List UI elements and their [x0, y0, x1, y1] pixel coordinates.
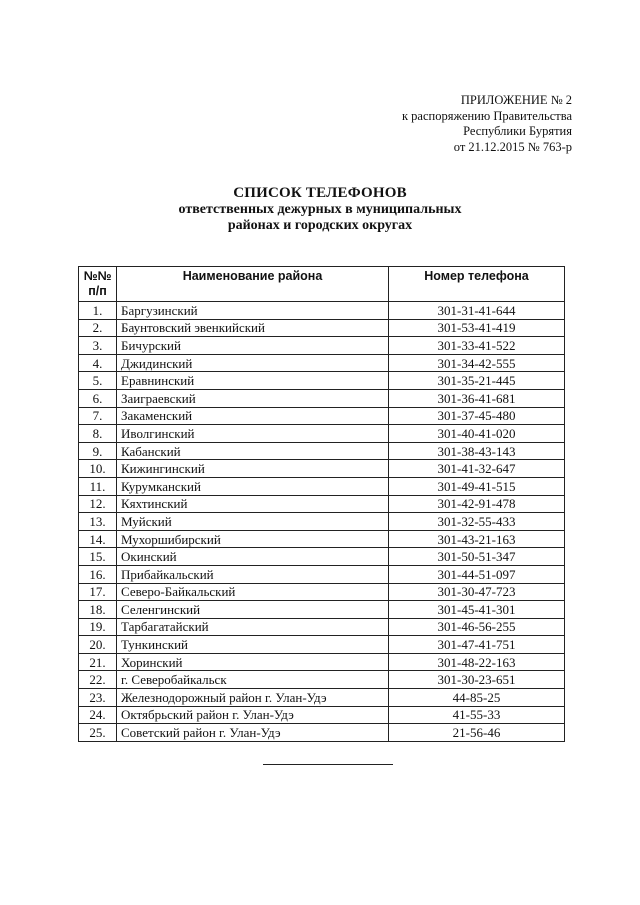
row-phone-number: 301-34-42-555 — [389, 354, 565, 372]
row-number: 2. — [79, 319, 117, 337]
row-phone-number: 301-35-21-445 — [389, 372, 565, 390]
row-number: 13. — [79, 513, 117, 531]
appendix-header — [402, 93, 572, 155]
row-number: 25. — [79, 724, 117, 742]
header-district-name: Наименование района — [117, 267, 389, 302]
table-row — [79, 460, 565, 478]
row-district-name: Окинский — [117, 548, 389, 566]
row-phone-number: 301-41-32-647 — [389, 460, 565, 478]
appendix-republic: Республики Бурятия — [463, 124, 572, 138]
row-district-name: Баунтовский эвенкийский — [117, 319, 389, 337]
row-phone-number: 301-50-51-347 — [389, 548, 565, 566]
table-header-row — [79, 267, 565, 302]
row-phone-number: 301-53-41-419 — [389, 319, 565, 337]
title-subtitle-line2: районах и городских округах — [227, 218, 413, 233]
table-row — [79, 495, 565, 513]
table-header — [79, 267, 565, 302]
table-row — [79, 601, 565, 619]
row-number: 21. — [79, 653, 117, 671]
row-district-name: Тарбагатайский — [117, 618, 389, 636]
table-body — [79, 302, 565, 742]
row-number: 22. — [79, 671, 117, 689]
table-row — [79, 689, 565, 707]
row-district-name: Железнодорожный район г. Улан-Удэ — [117, 689, 389, 707]
row-phone-number: 41-55-33 — [389, 706, 565, 724]
row-number: 20. — [79, 636, 117, 654]
row-district-name: Советский район г. Улан-Удэ — [117, 724, 389, 742]
row-phone-number: 301-30-47-723 — [389, 583, 565, 601]
row-district-name: Селенгинский — [117, 601, 389, 619]
appendix-reference: к распоряжению Правительства — [401, 108, 572, 123]
row-number: 23. — [79, 689, 117, 707]
table-row — [79, 442, 565, 460]
appendix-title: ПРИЛОЖЕНИЕ № 2 — [460, 93, 572, 107]
row-district-name: г. Северобайкальск — [117, 671, 389, 689]
row-phone-number: 301-32-55-433 — [389, 513, 565, 531]
table-row — [79, 477, 565, 495]
table-row — [79, 302, 565, 320]
row-phone-number: 301-30-23-651 — [389, 671, 565, 689]
row-number: 17. — [79, 583, 117, 601]
row-number: 24. — [79, 706, 117, 724]
row-number: 4. — [79, 354, 117, 372]
row-number: 15. — [79, 548, 117, 566]
row-district-name: Баргузинский — [117, 302, 389, 320]
row-phone-number: 301-38-43-143 — [389, 442, 565, 460]
row-district-name: Прибайкальский — [117, 565, 389, 583]
table-row — [79, 407, 565, 425]
row-number: 1. — [79, 302, 117, 320]
row-phone-number: 301-49-41-515 — [389, 477, 565, 495]
header-number-line2: п/п — [88, 284, 107, 298]
row-district-name: Мухоршибирский — [117, 530, 389, 548]
row-district-name: Северо-Байкальский — [117, 583, 389, 601]
row-number: 18. — [79, 601, 117, 619]
table-row — [79, 565, 565, 583]
row-number: 7. — [79, 407, 117, 425]
title-main: СПИСОК ТЕЛЕФОНОВ — [233, 185, 407, 201]
header-phone-number: Номер телефона — [389, 267, 565, 302]
table-row — [79, 319, 565, 337]
row-phone-number: 301-42-91-478 — [389, 495, 565, 513]
row-phone-number: 301-48-22-163 — [389, 653, 565, 671]
table-row — [79, 425, 565, 443]
row-district-name: Заиграевский — [117, 389, 389, 407]
row-phone-number: 301-43-21-163 — [389, 530, 565, 548]
row-district-name: Тункинский — [117, 636, 389, 654]
row-number: 3. — [79, 337, 117, 355]
row-district-name: Октябрьский район г. Улан-Удэ — [117, 706, 389, 724]
row-district-name: Кабанский — [117, 442, 389, 460]
header-number — [79, 267, 117, 302]
document-title — [0, 184, 640, 234]
row-number: 8. — [79, 425, 117, 443]
row-district-name: Бичурский — [117, 337, 389, 355]
row-number: 5. — [79, 372, 117, 390]
table-row — [79, 724, 565, 742]
phone-table — [78, 266, 565, 742]
row-number: 9. — [79, 442, 117, 460]
row-district-name: Кяхтинский — [117, 495, 389, 513]
row-number: 6. — [79, 389, 117, 407]
table-row — [79, 530, 565, 548]
row-district-name: Муйский — [117, 513, 389, 531]
row-phone-number: 301-47-41-751 — [389, 636, 565, 654]
appendix-date-number: от 21.12.2015 № 763-р — [453, 139, 572, 154]
row-number: 19. — [79, 618, 117, 636]
table-row — [79, 548, 565, 566]
row-phone-number: 301-33-41-522 — [389, 337, 565, 355]
row-number: 10. — [79, 460, 117, 478]
row-phone-number: 301-31-41-644 — [389, 302, 565, 320]
row-phone-number: 301-45-41-301 — [389, 601, 565, 619]
row-phone-number: 301-36-41-681 — [389, 389, 565, 407]
row-phone-number: 21-56-46 — [389, 724, 565, 742]
row-number: 16. — [79, 565, 117, 583]
row-number: 14. — [79, 530, 117, 548]
row-district-name: Хоринский — [117, 653, 389, 671]
header-number-line1: №№ — [83, 269, 112, 283]
table-row — [79, 389, 565, 407]
table-row — [79, 513, 565, 531]
table-row — [79, 653, 565, 671]
table-row — [79, 337, 565, 355]
row-number: 11. — [79, 477, 117, 495]
footer-divider — [263, 764, 393, 765]
table-row — [79, 354, 565, 372]
row-district-name: Еравнинский — [117, 372, 389, 390]
row-district-name: Кижингинский — [117, 460, 389, 478]
table-row — [79, 583, 565, 601]
title-subtitle-line1: ответственных дежурных в муниципальных — [178, 202, 462, 217]
table-row — [79, 706, 565, 724]
row-district-name: Курумканский — [117, 477, 389, 495]
table-row — [79, 372, 565, 390]
table-row — [79, 671, 565, 689]
table-row — [79, 618, 565, 636]
row-district-name: Закаменский — [117, 407, 389, 425]
row-phone-number: 301-37-45-480 — [389, 407, 565, 425]
table-row — [79, 636, 565, 654]
row-phone-number: 44-85-25 — [389, 689, 565, 707]
row-phone-number: 301-40-41-020 — [389, 425, 565, 443]
row-district-name: Джидинский — [117, 354, 389, 372]
row-district-name: Иволгинский — [117, 425, 389, 443]
row-number: 12. — [79, 495, 117, 513]
row-phone-number: 301-44-51-097 — [389, 565, 565, 583]
row-phone-number: 301-46-56-255 — [389, 618, 565, 636]
